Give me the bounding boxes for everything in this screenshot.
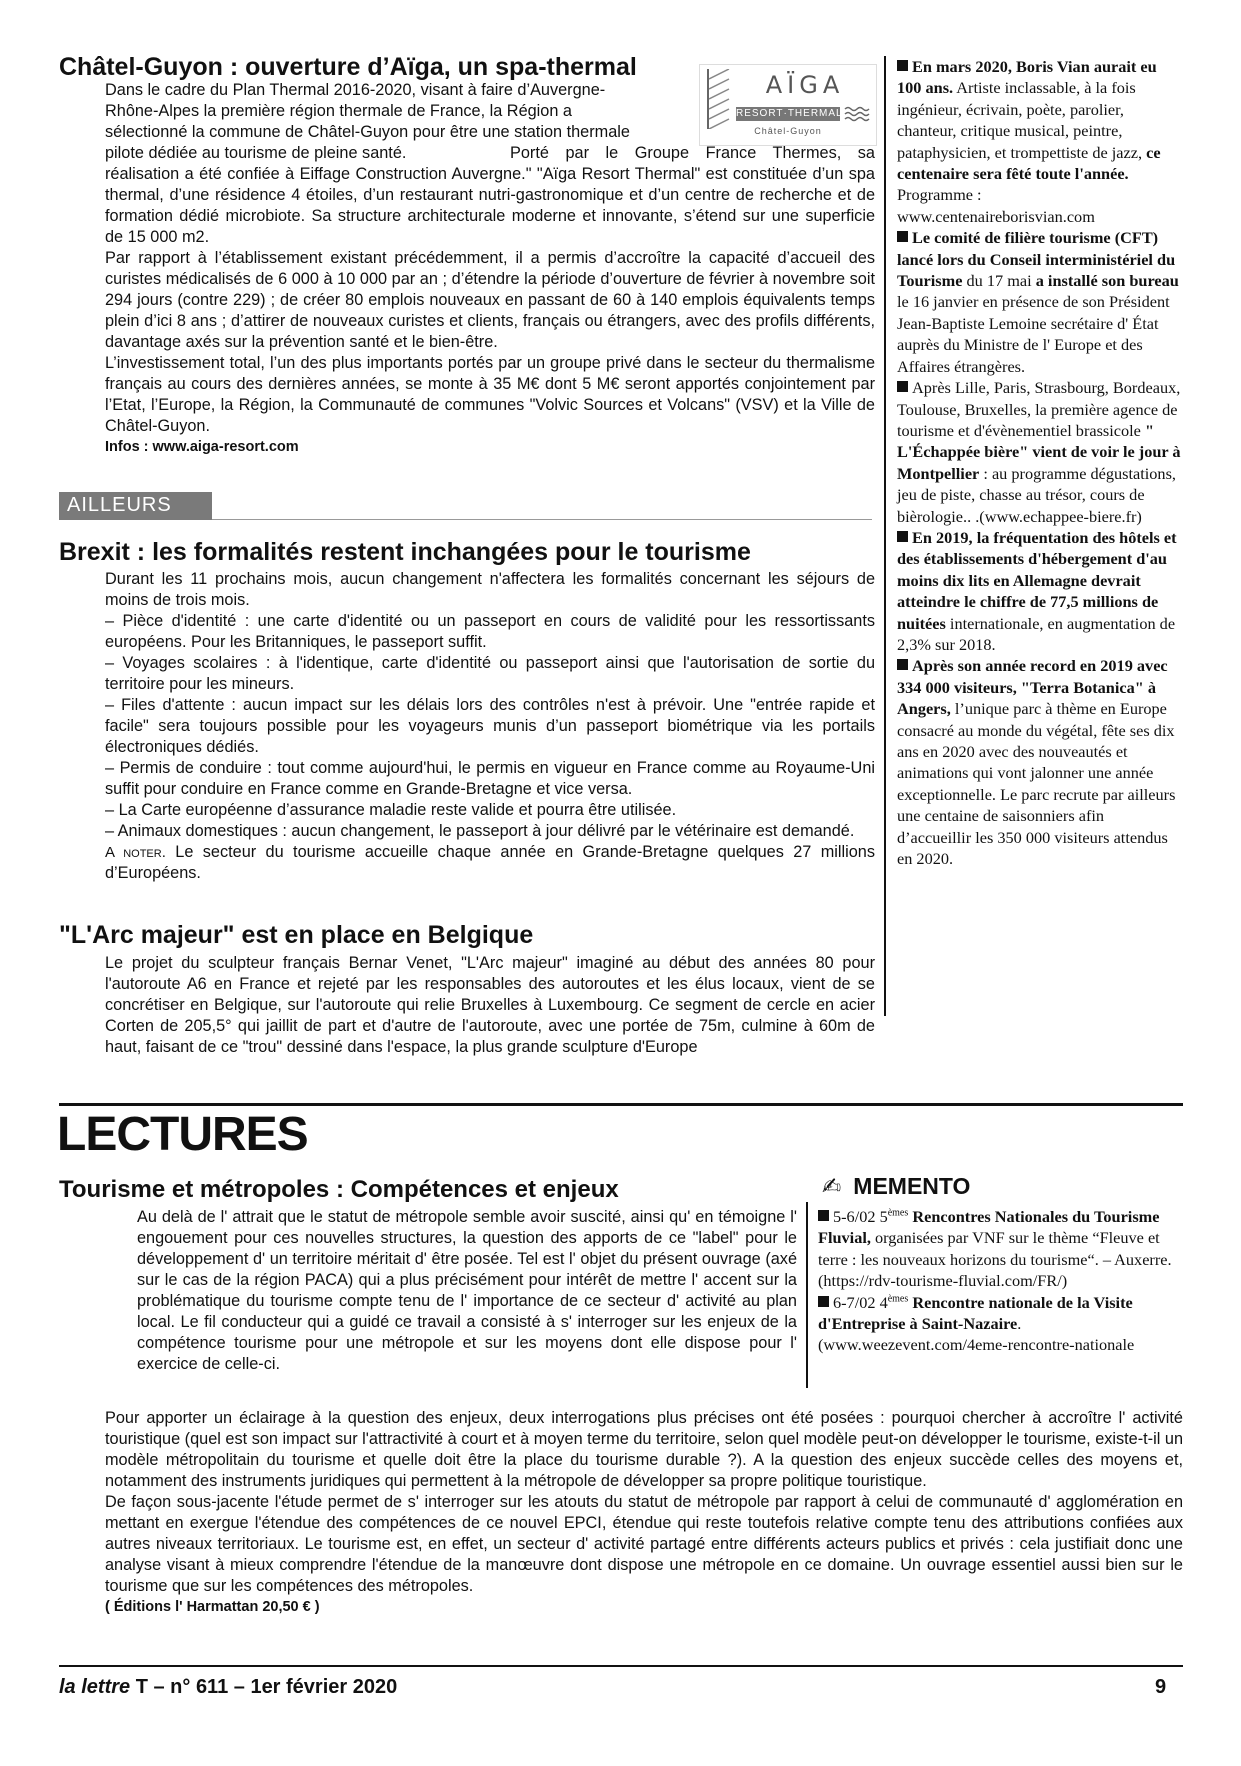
memento-item	[818, 1292, 1183, 1356]
section-banner	[59, 492, 212, 520]
brief-bold: ce centenaire sera fêté toute l'année.	[897, 142, 1161, 184]
divider	[212, 519, 872, 520]
lectures-p1: Au delà de l' attrait que le statut de métropole semble avoir suscité, ainsi qu' en témoigne l' engouement pour ces nouvelles structures, la question des apports de ce "label" pour le développement d' un territoire méritait d' être posée. Tel est l' objet du présent ouvrage (axé sur le cas de la région PACA) qui a plus précisément pour intérêt de mettre l' accent sur la problématique du tourisme compte tenu de l' importance de ce secteur d' activité au plan local. Le fil conducteur qui a guidé ce travail a consisté à s' interroger sur les enjeux de la compétence tourisme pour une métropole et sur les moyens dont elle dispose pour l' exercice de celle-ci.	[137, 1208, 797, 1373]
bullet-square-icon	[897, 60, 908, 71]
aiga-logo	[699, 64, 877, 146]
brexit-para: Durant les 11 prochains mois, aucun changement n'affectera les formalités concernant les séjours de moins de trois mois.	[105, 570, 875, 609]
memento-date: 5-6/02 5	[833, 1207, 888, 1226]
brief-text: l’unique parc à thème en Europe consacré au monde du végétal, fête ses dix ans en 2020 avec des nouveautés et animations qui vont jalonner une année exceptionnelle. Le parc recrute par ailleurs une centaine de saisonniers afin d’accueillir les 350 000 visiteurs attendus en 2020.	[897, 699, 1176, 869]
aiga-p1-rest: Porté par le Groupe France Thermes, sa réalisation a été confiée à Eiffage Construction Auvergne." "Aïga Resort Thermal" est constituée d’un spa thermal, d’une résidence 4 étoiles, d’un restaurant nutri-gastronomique et d’un centre de recherche et de formation dédié microbiote. Sa structure architecturale moderne et innovante, s’étend sur une superficie de 15 000 m2.	[105, 144, 875, 246]
lectures-p1-box	[137, 1207, 797, 1375]
brief-bold: Après son année record en 2019 avec 334 000 visiteurs, "Terra Botanica" à Angers,	[897, 656, 1168, 719]
memento-title: MEMENTO	[853, 1173, 971, 1199]
footer-issue-rest: T – n° 611 – 1er février 2020	[130, 1676, 398, 1698]
brexit-para: – La Carte européenne d’assurance maladie reste valide et pourra être utilisée.	[105, 801, 677, 819]
brexit-para: – Files d'attente : aucun impact sur les délais lors des contrôles n'est à prévoir. Une "entrée rapide et facile" sera toujours possible pour les voyageurs munis d’un passeport biométrique via les portails électroniques dédiés.	[105, 696, 875, 756]
lectures-body	[105, 1408, 1183, 1618]
section-banner-label: AILLEURS	[67, 494, 172, 516]
brexit-body	[105, 569, 875, 884]
brief-item	[897, 655, 1182, 869]
lectures-p2: Pour apporter un éclairage à la question des enjeux, deux interrogations plus précises ont été posées : pourquoi chercher à accroître l' activité touristique (quel est son impact sur l'attractivité à court et à moyen terme du territoire, selon quel modèle peut-on développer le tourisme, existe-t-il un modèle métropolitain du tourisme et quelle doit être la place du tourisme durable ?). A la question des enjeux succède celles des moyens et, notamment des instruments juridiques qui permettent à la métropole de développer sa propre politique touristique.	[105, 1409, 1183, 1490]
bullet-square-icon	[897, 531, 908, 542]
aiga-p2: Par rapport à l’établissement existant précédemment, il a permis d’accroître la capacité d’accueil des curistes médicalisés de 6 000 à 10 000 par an ; d’étendre la période d’ouverture de février à novembre soit 294 jours (contre 229) ; de créer 80 emplois nouveaux en passant de 60 à 140 emplois équivalents temps plein d’ici 8 ans ; d’attirer de nouveaux curistes et clients, français ou étrangers, avec des profils différents, davantage axés sur la prévention santé et le bien-être.	[105, 249, 875, 351]
memento-sup: èmes	[887, 1207, 909, 1219]
brexit-para: – Pièce d'identité : une carte d'identité ou un passeport en cours de validité pour les ressortissants européens. Pour les Britanniques, le passeport suffit.	[105, 612, 875, 651]
brief-item	[897, 227, 1182, 377]
brief-bold: En 2019, la fréquentation des hôtels et des établissements d'hébergement d'au moins dix lits en Allemagne devrait atteindre le chiffre de 77,5 millions de nuitées	[897, 527, 1177, 633]
bullet-square-icon	[818, 1296, 829, 1307]
aiga-p3: L’investissement total, l’un des plus importants portés par un groupe privé dans le secteur du thermalisme français au cours des dernières années, se monte à 35 M€ dont 5 M€ seront apportés conjointement par l’Etat, l’Europe, la Région, la Communauté de communes "Volvic Sources et Volcans" (VSV) et la Ville de Châtel-Guyon.	[105, 354, 875, 435]
brief-bold: En mars 2020, Boris Vian aurait eu 100 ans.	[897, 57, 1157, 98]
footer-issue	[59, 1676, 397, 1699]
arc-body	[105, 953, 875, 1058]
memento-sup: èmes	[887, 1293, 909, 1305]
brief-text: Après Lille, Paris, Strasbourg, Bordeaux, Toulouse, Bruxelles, la première agence de tourisme et d'évènementiel brassicole	[897, 378, 1181, 440]
logo-place: Châtel-Guyon	[754, 126, 822, 136]
aiga-body	[105, 143, 875, 458]
memento-text: organisées par VNF sur le thème “Fleuve et terre : les nouveaux horizons du tourisme“. – Auxerre. (https://rdv-tourisme-fluvial.com/FR/)	[818, 1228, 1172, 1291]
brexit-note	[105, 842, 875, 884]
lectures-book-title: Tourisme et métropoles : Compétences et enjeux	[59, 1176, 619, 1203]
brexit-para: – Voyages scolaires : à l'identique, carte d'identité ou passeport ainsi que l'autorisation de sortie du territoire pour les mineurs.	[105, 654, 875, 693]
memento-bold: Rencontre nationale de la Visite d'Entreprise à Saint-Nazaire	[818, 1292, 1133, 1334]
note-label: A noter.	[105, 844, 166, 861]
brief-text: : au programme dégustations, jeu de piste, chasse au trésor, cours de bièrologie.. .(www.echappee-biere.fr)	[897, 463, 1176, 526]
brief-bold: " L'Échappée bière" vient de voir le jour à Montpellier	[897, 420, 1181, 483]
aiga-intro-line: Rhône-Alpes la première région thermale de France, la Région a	[105, 102, 572, 120]
arc-text: Le projet du sculpteur français Bernar Venet, "L'Arc majeur" imaginé au début des années 80 pour l'autoroute A6 en France et rejeté par les responsables des autoroutes et les élus locaux, vient de se concrétiser en Belgique, sur l'autoroute qui relie Bruxelles à Luxembourg. Ce segment de cercle en acier Corten de 205,5° qui jaillit de part et d'autre de l'autoroute, avec une portée de 75m, culmine à 60m de haut, faisant de ce "trou" dessiné dans l'espace, la plus grande sculpture d'Europe	[105, 954, 875, 1056]
brief-text: internationale, en augmentation de 2,3% sur 2018.	[897, 613, 1176, 654]
logo-sub: RESORT·THERMAL	[736, 108, 843, 119]
aiga-intro-line: pilote dédiée au tourisme de pleine santé.	[105, 144, 407, 162]
sidebar-rule	[884, 56, 886, 1016]
bullet-square-icon	[818, 1210, 829, 1221]
lectures-publisher: ( Éditions l' Harmattan 20,50 € )	[105, 1599, 320, 1615]
writing-hand-icon: ✍	[822, 1174, 842, 1200]
brexit-para: – Permis de conduire : tout comme aujourd'hui, le permis en vigueur en France comme au Royaume-Uni suffit pour conduire en France comme en Grande-Bretagne et vice versa.	[105, 759, 875, 798]
waves-icon	[844, 105, 870, 128]
footer-rule	[59, 1665, 1183, 1667]
brief-text: le 16 janvier en présence de son Président Jean-Baptiste Lemoine secrétaire d' État auprès du Ministre de l' Europe et des Affaires étrangères.	[897, 292, 1170, 376]
brexit-para: – Animaux domestiques : aucun changement, le passeport à jour délivré par le vétérinaire est demandé.	[105, 822, 855, 840]
note-text: Le secteur du tourisme accueille chaque année en Grande-Bretagne quelques 27 millions d’Européens.	[105, 843, 876, 882]
aiga-infos: Infos : www.aiga-resort.com	[105, 439, 299, 455]
brief-item	[897, 527, 1182, 655]
logo-hatch-icon	[707, 69, 731, 129]
memento-date: 6-7/02 4	[833, 1292, 888, 1312]
aiga-intro-line: Dans le cadre du Plan Thermal 2016-2020, visant à faire d’Auvergne-	[105, 81, 606, 99]
lectures-heading: LECTURES	[57, 1108, 308, 1161]
memento-item	[818, 1206, 1183, 1292]
sidebar-briefs	[897, 56, 1182, 869]
bullet-square-icon	[897, 381, 908, 392]
memento-rule	[806, 1202, 808, 1388]
bullet-square-icon	[897, 659, 908, 670]
brief-item	[897, 56, 1182, 227]
brief-item	[897, 377, 1182, 527]
brief-text: Programme : www.centenaireborisvian.com	[897, 185, 1095, 226]
brief-bold: Le comité de filière tourisme (CFT) lancé lors du Conseil interministériel du Tourisme	[897, 228, 1176, 291]
memento-bold: Rencontres Nationales du Tourisme Fluvial,	[818, 1207, 1160, 1248]
memento-header	[822, 1172, 970, 1201]
aiga-intro-line: sélectionné la commune de Châtel-Guyon pour être une station thermale	[105, 123, 630, 141]
page-number: 9	[1155, 1676, 1167, 1698]
article-title-arc: "L'Arc majeur" est en place en Belgique	[59, 921, 534, 949]
brief-bold: a installé son bureau	[1035, 271, 1179, 291]
lectures-p3: De façon sous-jacente l'étude permet de s' interroger sur les atouts du statut de métropole par rapport à celui de communauté d' agglomération en mettant en exergue l'étendue des compétences de ce nouvel EPCI, étendue qui reste toutefois relative compte tenu des attributions confiées aux autres niveaux territoriaux. Le tourisme est, en effet, un secteur d' activité partagé entre différents acteurs publics et privés : cela justifiait donc une analyse visant à mieux comprendre l'étendue de la manœuvre dont dispose une métropole en ce domaine. Un ouvrage essentiel aussi bien sur le tourisme que sur les compétences des métropoles.	[105, 1493, 1183, 1595]
article-title-brexit: Brexit : les formalités restent inchangées pour le tourisme	[59, 538, 751, 566]
brief-text: Artiste inclassable, à la fois ingénieur, écrivain, poète, parolier, chanteur, critique musical, peintre, pataphysicien, et trompettiste de jazz,	[897, 78, 1147, 162]
bullet-square-icon	[897, 231, 908, 242]
footer-lettre: la lettre	[59, 1676, 131, 1698]
memento-list	[818, 1206, 1183, 1356]
logo-name: AÏGA	[765, 71, 845, 99]
brief-text: du 17 mai	[962, 271, 1036, 291]
article-title-aiga: Châtel-Guyon : ouverture d’Aïga, un spa-thermal	[59, 53, 637, 81]
memento-text: . (www.weezevent.com/4eme-rencontre-nationale	[818, 1314, 1135, 1355]
